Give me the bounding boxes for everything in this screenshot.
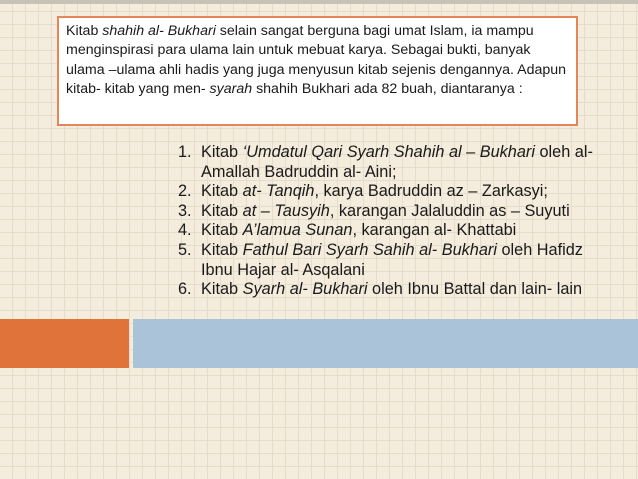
list-item-text: Kitab — [201, 201, 243, 220]
list-item-number: 5. — [178, 240, 192, 259]
list-item-title: Syarh al- Bukhari — [242, 280, 368, 299]
list-item-text: oleh al- Amallah Badruddin al- Aini; — [201, 143, 593, 181]
list-item-text: Kitab — [201, 240, 243, 259]
intro-text-italic-2: syarah — [209, 81, 253, 98]
list-item-text: Kitab — [201, 280, 243, 299]
list-item-number: 3. — [178, 201, 192, 220]
list-item-title: A’lamua Sunan — [242, 221, 353, 240]
list-item-text: oleh Hafidz Ibnu Hajar al- Asqalani — [201, 240, 583, 279]
list-item-text: , karya Badruddin az – Zarkasyi; — [314, 182, 548, 201]
list-item-title: at – Tausyih — [242, 201, 330, 220]
list-item-text: Kitab — [201, 182, 243, 201]
list-item-number: 4. — [178, 221, 192, 240]
list-item-title: ‘Umdatul Qari Syarh Shahih al – Bukhari — [242, 143, 535, 161]
list-item-text: , karangan Jalaluddin as – Suyuti — [329, 201, 570, 220]
list-item-text: Kitab — [201, 221, 243, 240]
intro-text-2: selain sangat berguna bagi umat Islam, ia mampu menginspirasi para ulama lain untuk mebuat karya. Sebagai bukti, banyak ulama –ulama ahli hadis yang juga menyusun kitab sejenis dengannya. Adapun kitab- kitab yang men- — [66, 23, 567, 98]
intro-text-box — [57, 16, 578, 126]
intro-text-1: Kitab — [66, 23, 103, 39]
orange-accent-bar — [0, 319, 129, 368]
list-item-number: 2. — [178, 182, 192, 201]
list-item — [178, 241, 598, 280]
list-item-number: 6. — [178, 280, 192, 299]
list-item — [178, 182, 598, 202]
list-item-text: oleh Ibnu Battal dan lain- lain — [367, 280, 583, 299]
list-item-text: , karangan al- Khattabi — [352, 221, 517, 240]
blue-accent-bar — [133, 319, 638, 368]
top-bar — [0, 0, 638, 4]
list-item-number: 1. — [178, 143, 192, 161]
list-item — [178, 280, 598, 300]
intro-text-italic-1: shahih al- Bukhari — [102, 23, 216, 39]
list-item-text: Kitab — [201, 143, 243, 161]
list-item — [178, 143, 598, 182]
intro-text-3: shahih Bukhari ada 82 buah, diantaranya : — [252, 81, 523, 98]
list-item-title: at- Tanqih — [242, 182, 315, 201]
book-list — [178, 143, 598, 300]
list-item — [178, 202, 598, 222]
list-item — [178, 221, 598, 241]
list-item-title: Fathul Bari Syarh Sahih al- Bukhari — [242, 240, 497, 259]
